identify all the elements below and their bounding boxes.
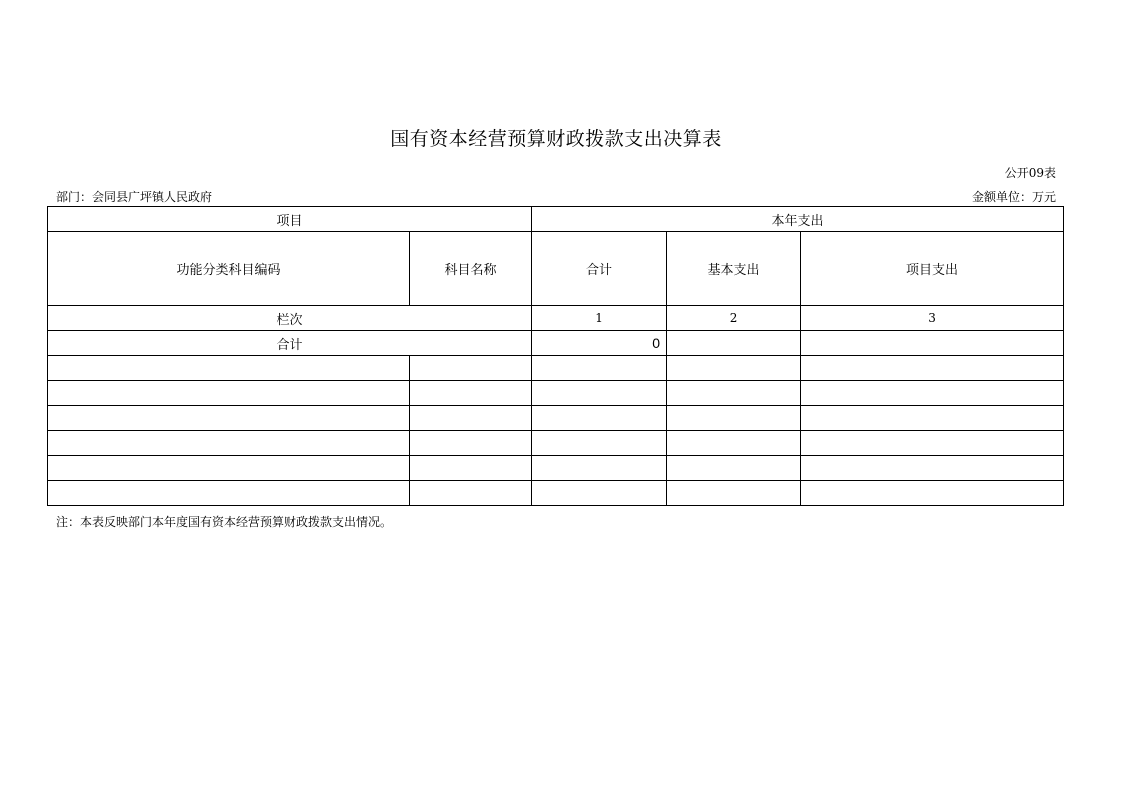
table-cell [667, 356, 801, 381]
total-row [48, 331, 1064, 356]
page-title: 国有资本经营预算财政拨款支出决算表 [390, 128, 722, 150]
table-cell [410, 456, 532, 481]
total-cell-project [801, 331, 1064, 356]
table-row [48, 381, 1064, 406]
sequence-row [48, 306, 1064, 331]
seq-number: 3 [801, 306, 1064, 331]
total-cell-basic [667, 331, 801, 356]
table-cell [48, 431, 410, 456]
header-current-year-expenditure: 本年支出 [532, 207, 1064, 232]
table-cell [48, 456, 410, 481]
table-cell [667, 381, 801, 406]
form-code: 公开09表 [1004, 166, 1056, 180]
total-cell-total: 0 [532, 331, 667, 356]
table-cell [532, 381, 667, 406]
table-row [48, 406, 1064, 431]
table-cell [532, 356, 667, 381]
table-cell [801, 381, 1064, 406]
table-cell [48, 381, 410, 406]
table-cell [48, 406, 410, 431]
expenditure-table [47, 206, 1064, 506]
table-cell [801, 406, 1064, 431]
table-cell [48, 481, 410, 506]
table-cell [667, 456, 801, 481]
header-group-row [48, 207, 1064, 232]
seq-label: 栏次 [48, 306, 532, 331]
table-cell [410, 356, 532, 381]
table-cell [48, 356, 410, 381]
col-header-function-code: 功能分类科目编码 [48, 232, 410, 306]
table-row [48, 456, 1064, 481]
table-cell [410, 381, 532, 406]
table-cell [801, 456, 1064, 481]
col-header-basic-expenditure: 基本支出 [667, 232, 801, 306]
amount-unit-label: 金额单位：万元 [971, 190, 1056, 204]
table-cell [667, 431, 801, 456]
footnote: 注：本表反映部门本年度国有资本经营预算财政拨款支出情况。 [56, 515, 393, 529]
table-cell [667, 481, 801, 506]
table-cell [532, 456, 667, 481]
table-cell [801, 481, 1064, 506]
table-cell [801, 431, 1064, 456]
col-header-subject-name: 科目名称 [410, 232, 532, 306]
table-row [48, 481, 1064, 506]
header-project: 项目 [48, 207, 532, 232]
table-cell [532, 431, 667, 456]
col-header-total: 合计 [532, 232, 667, 306]
table-cell [532, 406, 667, 431]
table-cell [532, 481, 667, 506]
department-label: 部门：会同县广坪镇人民政府 [56, 190, 213, 204]
table-cell [410, 481, 532, 506]
table-cell [801, 356, 1064, 381]
table-cell [410, 431, 532, 456]
seq-number: 2 [667, 306, 801, 331]
table-row [48, 356, 1064, 381]
column-header-row [48, 232, 1064, 306]
table-cell [410, 406, 532, 431]
col-header-project-expenditure: 项目支出 [801, 232, 1064, 306]
total-label: 合计 [48, 331, 532, 356]
table-row [48, 431, 1064, 456]
table-cell [667, 406, 801, 431]
seq-number: 1 [532, 306, 667, 331]
